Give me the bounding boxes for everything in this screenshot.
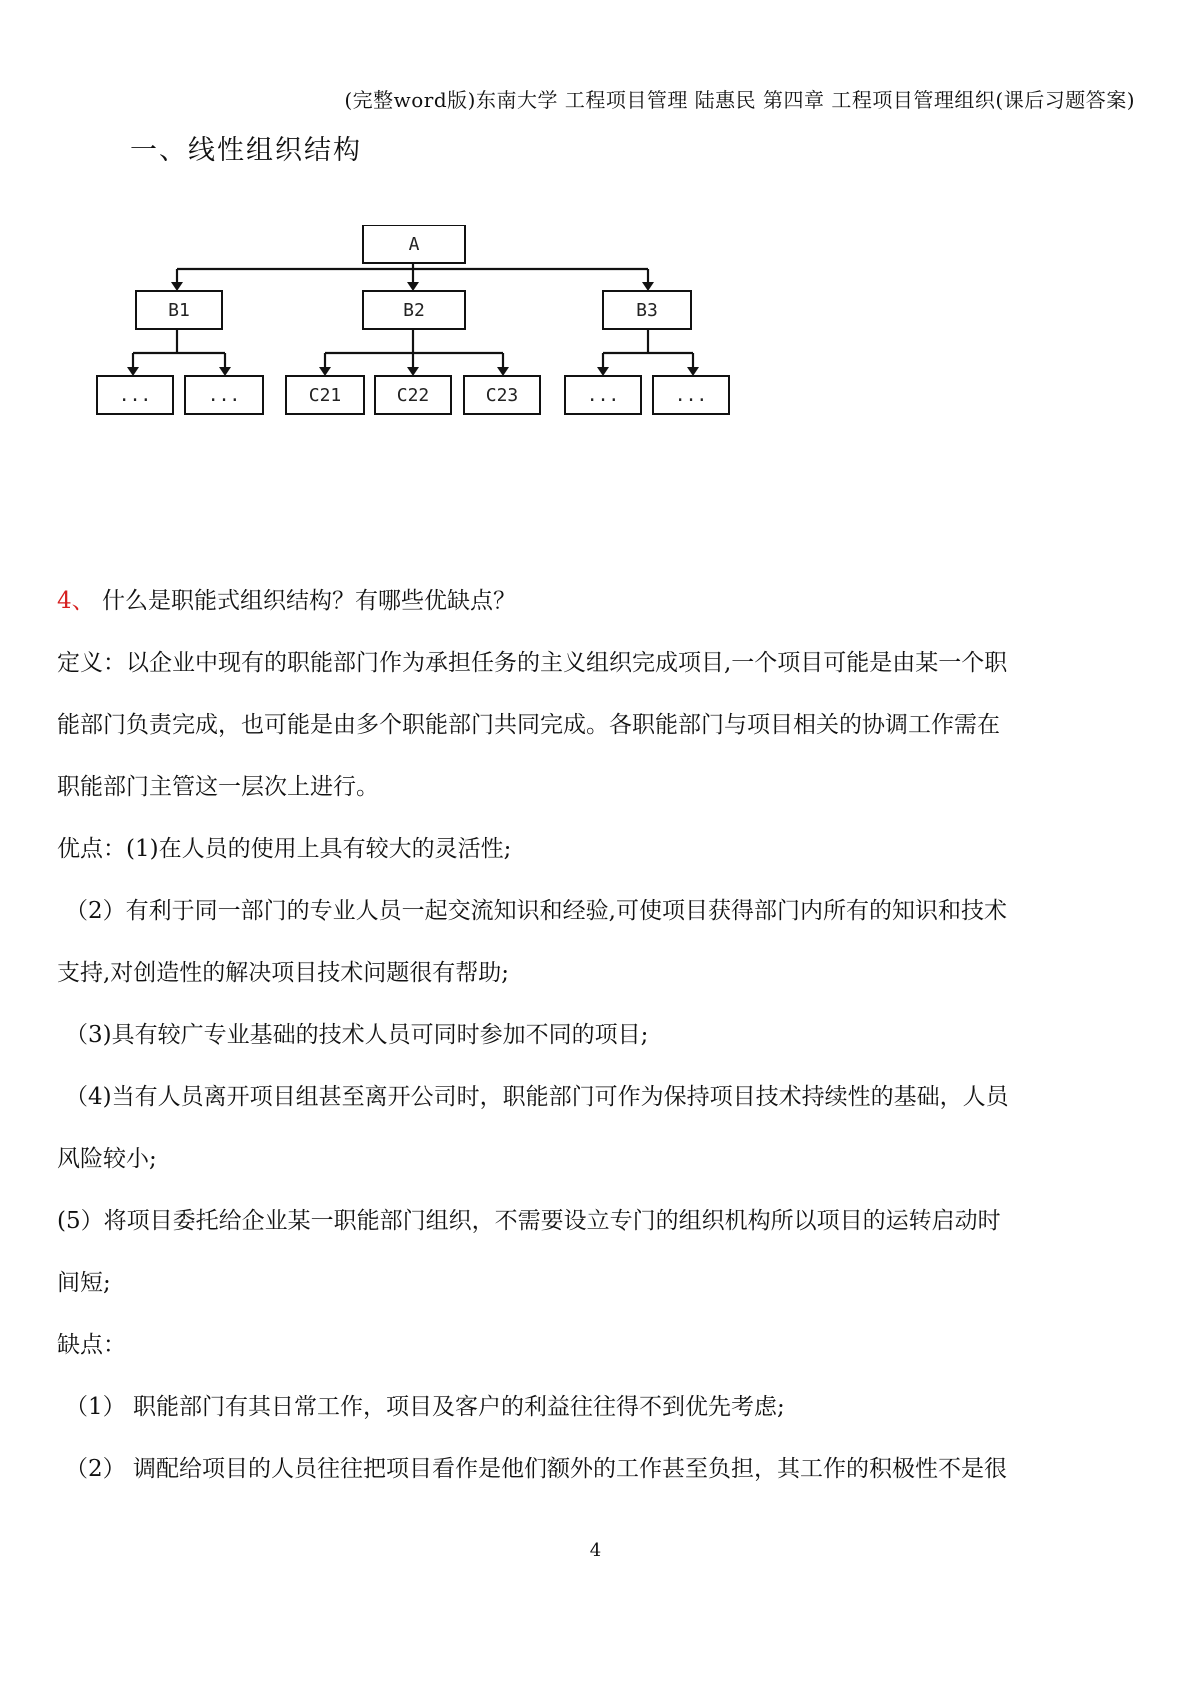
node-b3-child-1 <box>565 376 641 414</box>
node-b1-child-1 <box>97 376 173 414</box>
node-b1-child-1-label: ... <box>118 385 152 406</box>
question-number: 4、 <box>57 588 95 614</box>
definition-line-1: 定义：以企业中现有的职能部门作为承担任务的主义组织完成项目,一个项目可能是由某一个职 <box>57 650 1008 676</box>
node-b2-label: B2 <box>403 300 425 321</box>
advantages-item-4-cont: 风险较小; <box>57 1146 157 1172</box>
linear-org-chart <box>95 225 795 435</box>
node-b3-child-2 <box>653 376 729 414</box>
node-c23-label: C23 <box>485 385 519 406</box>
node-c23 <box>464 376 540 414</box>
node-a-label: A <box>408 234 420 255</box>
advantages-item-2-cont: 支持,对创造性的解决项目技术问题很有帮助; <box>57 960 510 986</box>
question-heading <box>57 570 1137 632</box>
definition-line-3: 职能部门主管这一层次上进行。 <box>57 774 379 800</box>
node-c22 <box>375 376 451 414</box>
question-text: 什么是职能式组织结构？有哪些优缺点？ <box>94 588 516 614</box>
advantages-item-5: (5）将项目委托给企业某一职能部门组织，不需要设立专门的组织机构所以项目的运转启动时 <box>57 1208 1001 1234</box>
disadvantages-heading: 缺点： <box>57 1332 126 1358</box>
advantages-item-1: 优点：(1)在人员的使用上具有较大的灵活性; <box>57 836 512 862</box>
node-b3-child-2-label: ... <box>674 385 708 406</box>
node-b2 <box>363 291 465 329</box>
definition-line-2: 能部门负责完成，也可能是由多个职能部门共同完成。各职能部门与项目相关的协调工作需在 <box>57 712 1000 738</box>
node-c21-label: C21 <box>308 385 342 406</box>
node-b1-child-2-label: ... <box>207 385 241 406</box>
node-b1-child-2 <box>185 376 263 414</box>
node-c22-label: C22 <box>396 385 430 406</box>
node-b1-label: B1 <box>168 300 190 321</box>
node-b3-label: B3 <box>636 300 658 321</box>
node-a <box>363 225 465 263</box>
answer-body <box>57 570 1137 1500</box>
disadvantages-item-2: （2） 调配给项目的人员往往把项目看作是他们额外的工作甚至负担，其工作的积极性不是很 <box>65 1456 1007 1482</box>
disadvantages-item-1: （1） 职能部门有其日常工作，项目及客户的利益往往得不到优先考虑; <box>65 1394 785 1420</box>
node-b1 <box>136 291 222 329</box>
node-c21 <box>286 376 364 414</box>
advantages-item-5-cont: 间短; <box>57 1270 111 1296</box>
advantages-item-2: （2）有利于同一部门的专业人员一起交流知识和经验,可使项目获得部门内所有的知识和技术 <box>65 898 1007 924</box>
running-header: (完整word版)东南大学 工程项目管理 陆惠民 第四章 工程项目管理组织(课后习题答案) <box>344 88 1135 112</box>
node-b3 <box>603 291 691 329</box>
advantages-item-4: （4)当有人员离开项目组甚至离开公司时，职能部门可作为保持项目技术持续性的基础，人员 <box>65 1084 1009 1110</box>
section-title: 一、线性组织结构 <box>130 135 362 166</box>
node-b3-child-1-label: ... <box>586 385 620 406</box>
page-number: 4 <box>589 1540 602 1561</box>
advantages-item-3: （3)具有较广专业基础的技术人员可同时参加不同的项目; <box>65 1022 649 1048</box>
